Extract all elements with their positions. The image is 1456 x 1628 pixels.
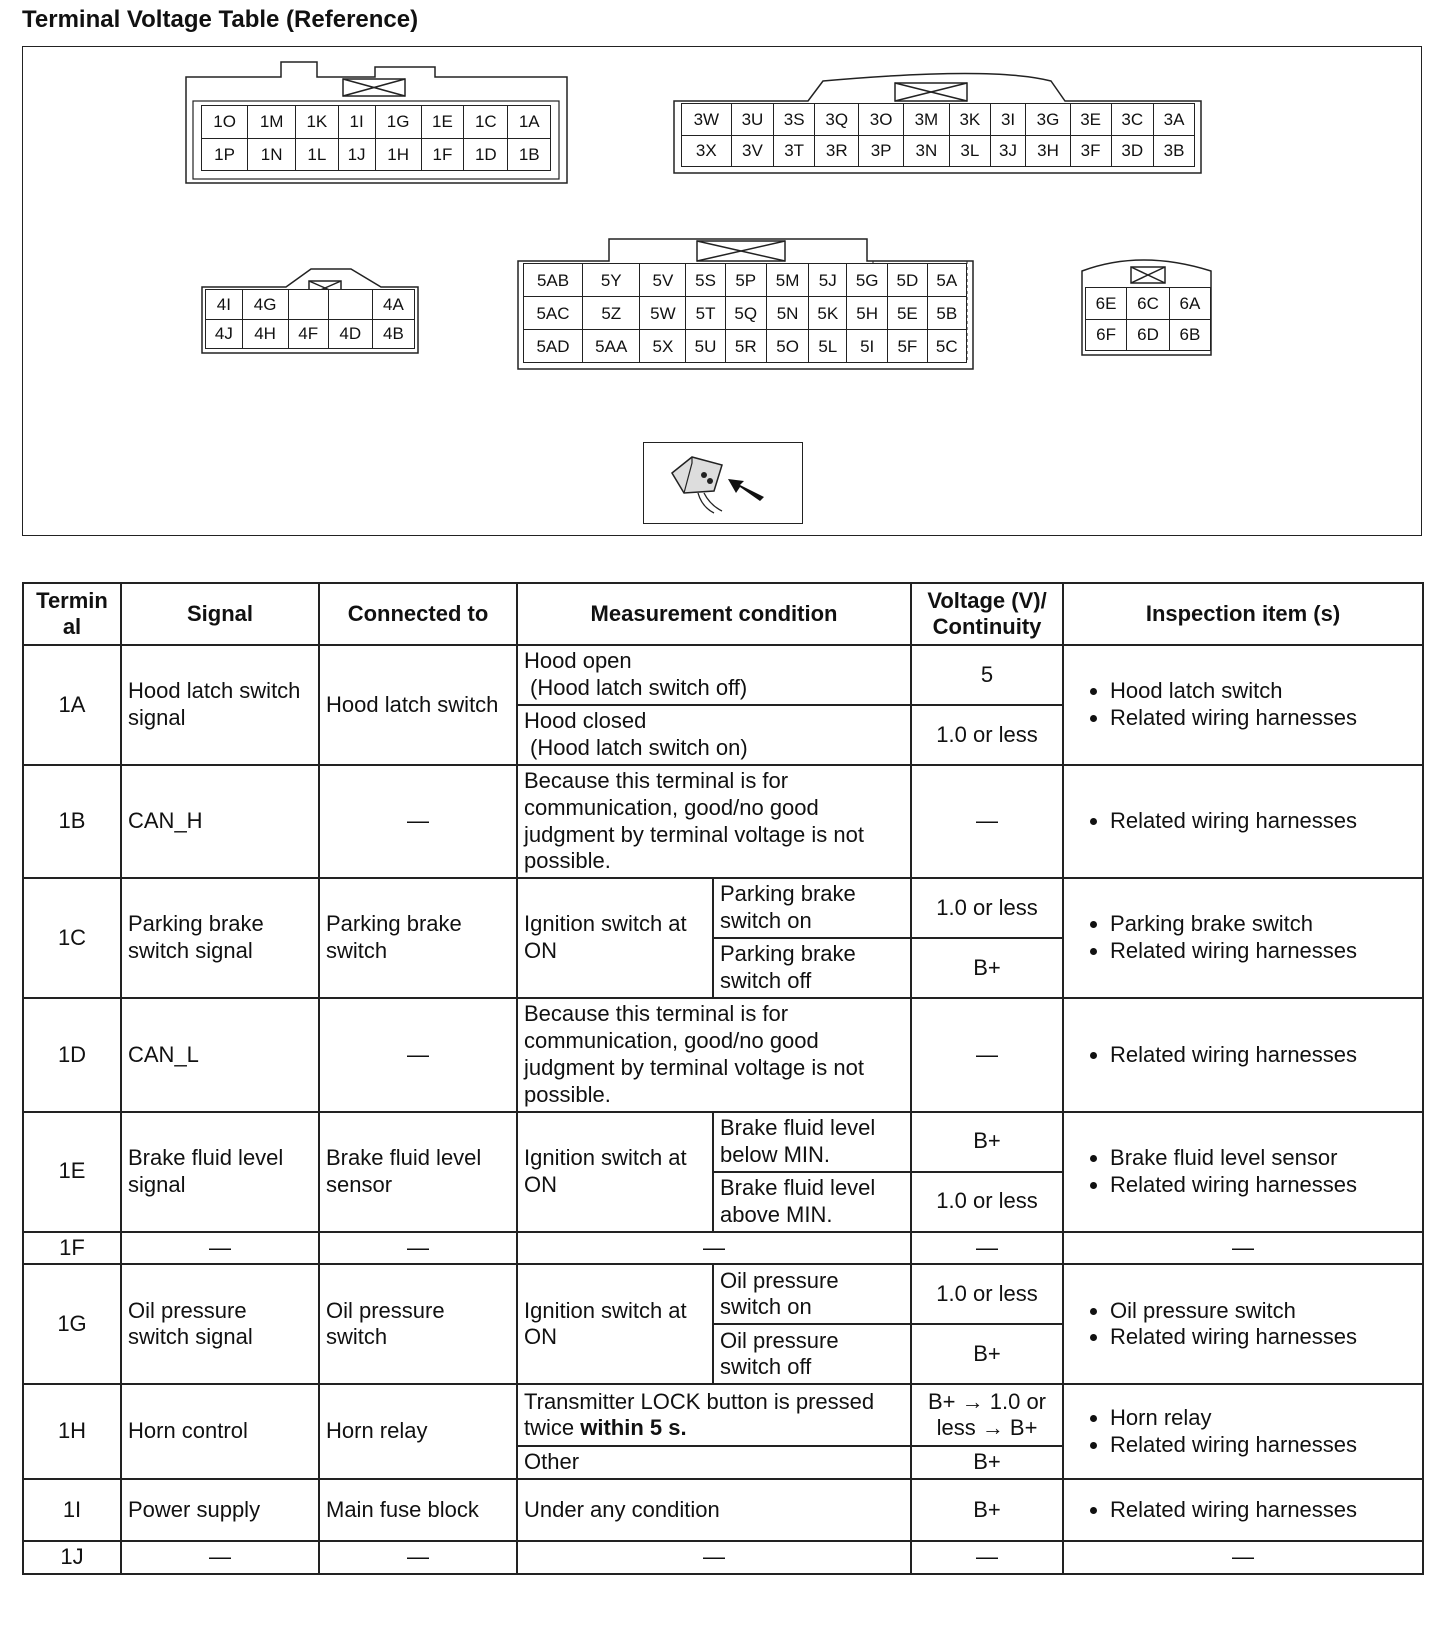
pin-label: 3T	[774, 135, 815, 167]
terminal-voltage-table	[22, 582, 1424, 1575]
pin-label: 4G	[242, 290, 288, 320]
pin-label: 5G	[847, 264, 888, 297]
table-row	[23, 1264, 1423, 1324]
pin-label: 6E	[1086, 288, 1127, 320]
table-row	[23, 1232, 1423, 1265]
terminal-cell: 1A	[23, 645, 121, 765]
condition-cell: Because this terminal is for communication, good/no good judgment by terminal voltage is not possible.	[517, 998, 911, 1111]
pin-label: 3B	[1154, 135, 1195, 167]
condition-cell: Ignition switch at ON	[517, 1264, 713, 1384]
header-terminal: Termin al	[23, 583, 121, 645]
voltage-cell: —	[911, 1232, 1063, 1265]
pin-label: 1G	[375, 106, 421, 139]
table-row	[23, 878, 1423, 938]
condition-cell: Ignition switch at ON	[517, 1112, 713, 1232]
pin-label: 3E	[1070, 104, 1111, 136]
sub-condition-cell: Oil pressure switch off	[713, 1324, 911, 1384]
pin-label: 5U	[686, 330, 725, 363]
voltage-cell: 1.0 or less	[911, 1172, 1063, 1232]
condition-emphasis: within 5 s.	[580, 1415, 687, 1441]
condition-cell	[517, 645, 911, 705]
connector-5-pins	[523, 263, 967, 363]
pin-label: 1I	[338, 106, 375, 139]
signal-cell: Brake fluid level signal	[121, 1112, 319, 1232]
voltage-cell: 1.0 or less	[911, 705, 1063, 765]
pin-label: 1B	[508, 138, 551, 171]
pin-label: 5X	[640, 330, 686, 363]
condition-cell: Ignition switch at ON	[517, 878, 713, 998]
connector-probe-icon	[643, 442, 803, 524]
inspection-list	[1070, 808, 1416, 835]
pin-label: 5R	[725, 330, 766, 363]
pin-label: 3A	[1154, 104, 1195, 136]
pin-label: 5T	[686, 297, 725, 330]
pin-label: 6B	[1169, 319, 1210, 351]
connector-3	[673, 61, 1203, 181]
condition-cell	[517, 705, 911, 765]
pin-label: 6D	[1127, 319, 1170, 351]
pin-label: 3M	[903, 104, 949, 136]
inspection-item: • Related wiring harnesses	[1110, 1172, 1416, 1199]
pin-label: 1F	[421, 138, 463, 171]
terminal-cell: 1D	[23, 998, 121, 1111]
voltage-cell: B+ → 1.0 or less → B+	[911, 1384, 1063, 1446]
connector-6-pins	[1085, 287, 1211, 351]
voltage-cell: —	[911, 998, 1063, 1111]
terminal-cell: 1F	[23, 1232, 121, 1265]
terminal-cell: 1J	[23, 1541, 121, 1574]
signal-cell: Parking brake switch signal	[121, 878, 319, 998]
pin-label: 3G	[1026, 104, 1070, 136]
inspection-item: • Hood latch switch	[1110, 678, 1416, 705]
inspection-list	[1070, 1042, 1416, 1069]
connected-cell: —	[319, 1232, 517, 1265]
pin-label: 1E	[421, 106, 463, 139]
pin-row	[682, 104, 1195, 136]
pin-label: 3R	[815, 135, 859, 167]
connector-4	[201, 267, 421, 357]
pin-label: 5F	[888, 330, 927, 363]
inspection-item: • Oil pressure switch	[1110, 1298, 1416, 1325]
header-connected-to: Connected to	[319, 583, 517, 645]
connector-6	[1081, 253, 1221, 359]
inspection-cell	[1063, 765, 1423, 878]
table-row	[23, 1479, 1423, 1541]
pin-row	[1086, 319, 1211, 351]
header-signal: Signal	[121, 583, 319, 645]
pin-label: 3S	[774, 104, 815, 136]
connector-5	[517, 225, 977, 371]
header-voltage: Voltage (V)/ Continuity	[911, 583, 1063, 645]
voltage-cell: B+	[911, 1324, 1063, 1384]
pin-label: 5P	[725, 264, 766, 297]
sub-condition-cell: Brake fluid level above MIN.	[713, 1172, 911, 1232]
sub-condition-cell: Oil pressure switch on	[713, 1264, 911, 1324]
pin-label: 5H	[847, 297, 888, 330]
pin-label: 4J	[206, 319, 243, 349]
pin-label: 5M	[766, 264, 809, 297]
voltage-cell: 1.0 or less	[911, 1264, 1063, 1324]
condition-cell: Other	[517, 1446, 911, 1479]
condition-cell: Because this terminal is for communication, good/no good judgment by terminal voltage is not possible.	[517, 765, 911, 878]
pin-label: 5K	[809, 297, 847, 330]
pin-label: 1A	[508, 106, 551, 139]
pin-row	[682, 135, 1195, 167]
inspection-cell	[1063, 1112, 1423, 1232]
pin-label: 4B	[372, 319, 414, 349]
pin-label: 1L	[296, 138, 338, 171]
pin-row	[524, 330, 967, 363]
sub-condition-cell: Parking brake switch off	[713, 938, 911, 998]
page-title: Terminal Voltage Table (Reference)	[22, 6, 419, 33]
pin-label: 3P	[859, 135, 903, 167]
voltage-cell: B+	[911, 938, 1063, 998]
inspection-cell: —	[1063, 1232, 1423, 1265]
inspection-cell	[1063, 878, 1423, 998]
inspection-item: • Horn relay	[1110, 1405, 1416, 1432]
header-measurement-condition: Measurement condition	[517, 583, 911, 645]
pin-label: 3F	[1070, 135, 1111, 167]
connector-4-pins	[205, 289, 415, 349]
voltage-cell: —	[911, 765, 1063, 878]
condition-text: Hood closed	[524, 708, 647, 734]
pin-label: 3D	[1111, 135, 1154, 167]
pin-label: 3U	[731, 104, 774, 136]
inspection-cell: —	[1063, 1541, 1423, 1574]
pin-label: 5W	[640, 297, 686, 330]
pin-label: 3H	[1026, 135, 1070, 167]
header-inspection: Inspection item (s)	[1063, 583, 1423, 645]
pin-label: 1C	[464, 106, 508, 139]
pin-label: 6A	[1169, 288, 1210, 320]
pin-label: 5AB	[524, 264, 583, 297]
inspection-item: • Related wiring harnesses	[1110, 1497, 1416, 1524]
inspection-list	[1070, 1497, 1416, 1524]
pin-label: 3V	[731, 135, 774, 167]
inspection-item: • Related wiring harnesses	[1110, 1432, 1416, 1459]
pin-label: 3L	[949, 135, 990, 167]
inspection-item: • Brake fluid level sensor	[1110, 1145, 1416, 1172]
pin-label: 3J	[990, 135, 1026, 167]
pin-label: 1J	[338, 138, 375, 171]
connector-3-pins	[681, 103, 1195, 167]
terminal-cell: 1B	[23, 765, 121, 878]
terminal-cell: 1I	[23, 1479, 121, 1541]
voltage-cell: B+	[911, 1479, 1063, 1541]
condition-cell: —	[517, 1541, 911, 1574]
pin-label: 5E	[888, 297, 927, 330]
terminal-cell: 1E	[23, 1112, 121, 1232]
table-row	[23, 765, 1423, 878]
inspection-item: • Related wiring harnesses	[1110, 1324, 1416, 1351]
inspection-cell	[1063, 645, 1423, 765]
table-row	[23, 1112, 1423, 1172]
pin-row	[524, 297, 967, 330]
inspection-cell	[1063, 998, 1423, 1111]
condition-cell: —	[517, 1232, 911, 1265]
pin-label: 6F	[1086, 319, 1127, 351]
inspection-item: • Related wiring harnesses	[1110, 808, 1416, 835]
signal-cell: Power supply	[121, 1479, 319, 1541]
pin-label	[288, 290, 328, 320]
pin-label: 3I	[990, 104, 1026, 136]
sub-condition-cell: Brake fluid level below MIN.	[713, 1112, 911, 1172]
pin-label: 3C	[1111, 104, 1154, 136]
pin-label: 1O	[202, 106, 248, 139]
signal-cell: —	[121, 1541, 319, 1574]
connector-1	[185, 61, 565, 185]
pin-label	[328, 290, 372, 320]
table-row	[23, 1541, 1423, 1574]
voltage-cell: B+	[911, 1446, 1063, 1479]
signal-cell: Oil pressure switch signal	[121, 1264, 319, 1384]
pin-label: 5AA	[583, 330, 640, 363]
table-row	[23, 645, 1423, 705]
pin-label: 4F	[288, 319, 328, 349]
pin-label: 5J	[809, 264, 847, 297]
inspection-list	[1070, 678, 1416, 732]
pin-label: 5L	[809, 330, 847, 363]
pin-label: 5D	[888, 264, 927, 297]
pin-label: 5O	[766, 330, 809, 363]
inspection-item: • Parking brake switch	[1110, 911, 1416, 938]
pin-label: 5C	[927, 330, 966, 363]
pin-label: 5Y	[583, 264, 640, 297]
pin-row	[1086, 288, 1211, 320]
inspection-list	[1070, 911, 1416, 965]
condition-note: (Hood latch switch on)	[530, 735, 748, 760]
terminal-cell: 1C	[23, 878, 121, 998]
pin-label: 5V	[640, 264, 686, 297]
pin-label: 5AD	[524, 330, 583, 363]
condition-cell	[517, 1384, 911, 1446]
pin-label: 1K	[296, 106, 338, 139]
signal-cell: CAN_L	[121, 998, 319, 1111]
table-row	[23, 998, 1423, 1111]
inspection-cell	[1063, 1384, 1423, 1479]
inspection-list	[1070, 1145, 1416, 1199]
pin-label: 3K	[949, 104, 990, 136]
connected-cell: —	[319, 1541, 517, 1574]
table-row	[23, 1384, 1423, 1446]
inspection-item: • Related wiring harnesses	[1110, 705, 1416, 732]
pin-label: 3X	[682, 135, 732, 167]
inspection-item: • Related wiring harnesses	[1110, 938, 1416, 965]
inspection-item: • Related wiring harnesses	[1110, 1042, 1416, 1069]
connector-figure	[22, 46, 1422, 536]
connected-cell: Parking brake switch	[319, 878, 517, 998]
pin-label: 3W	[682, 104, 732, 136]
condition-text: Hood open	[524, 648, 632, 674]
signal-cell: Horn control	[121, 1384, 319, 1479]
pin-label: 5Q	[725, 297, 766, 330]
terminal-cell: 1H	[23, 1384, 121, 1479]
pin-label: 4D	[328, 319, 372, 349]
connector-1-pins	[201, 105, 551, 171]
pin-label: 3N	[903, 135, 949, 167]
pin-row	[206, 319, 415, 349]
inspection-list	[1070, 1298, 1416, 1352]
pin-label: 3O	[859, 104, 903, 136]
signal-cell: —	[121, 1232, 319, 1265]
inspection-cell	[1063, 1479, 1423, 1541]
pin-label: 5Z	[583, 297, 640, 330]
pin-label: 1D	[464, 138, 508, 171]
pin-label: 5AC	[524, 297, 583, 330]
condition-note: (Hood latch switch off)	[530, 675, 748, 700]
table-header-row	[23, 583, 1423, 645]
pin-label: 5I	[847, 330, 888, 363]
terminal-cell: 1G	[23, 1264, 121, 1384]
voltage-cell: 5	[911, 645, 1063, 705]
inspection-list	[1070, 1405, 1416, 1459]
voltage-cell: 1.0 or less	[911, 878, 1063, 938]
pin-label: 5S	[686, 264, 725, 297]
pin-label: 5A	[927, 264, 966, 297]
sub-condition-cell: Parking brake switch on	[713, 878, 911, 938]
pin-row	[206, 290, 415, 320]
pin-label: 1N	[248, 138, 296, 171]
signal-cell: CAN_H	[121, 765, 319, 878]
connected-cell: Brake fluid level sensor	[319, 1112, 517, 1232]
pin-label: 1H	[375, 138, 421, 171]
pin-label: 1M	[248, 106, 296, 139]
signal-cell: Hood latch switch signal	[121, 645, 319, 765]
pin-label: 6C	[1127, 288, 1170, 320]
pin-label: 3Q	[815, 104, 859, 136]
condition-text: Transmitter LOCK button is pressed twice	[524, 1388, 875, 1441]
voltage-cell: B+	[911, 1112, 1063, 1172]
inspection-cell	[1063, 1264, 1423, 1384]
connected-cell: Hood latch switch	[319, 645, 517, 765]
pin-label: 5B	[927, 297, 966, 330]
pin-row	[202, 106, 551, 139]
pin-label: 4H	[242, 319, 288, 349]
connected-cell: Horn relay	[319, 1384, 517, 1479]
connected-cell: Main fuse block	[319, 1479, 517, 1541]
pin-label: 4A	[372, 290, 414, 320]
connected-cell: Oil pressure switch	[319, 1264, 517, 1384]
pin-label: 5N	[766, 297, 809, 330]
pin-label: 4I	[206, 290, 243, 320]
connected-cell: —	[319, 765, 517, 878]
voltage-cell: —	[911, 1541, 1063, 1574]
pin-row	[524, 264, 967, 297]
pin-row	[202, 138, 551, 171]
connected-cell: —	[319, 998, 517, 1111]
condition-cell: Under any condition	[517, 1479, 911, 1541]
pin-label: 1P	[202, 138, 248, 171]
